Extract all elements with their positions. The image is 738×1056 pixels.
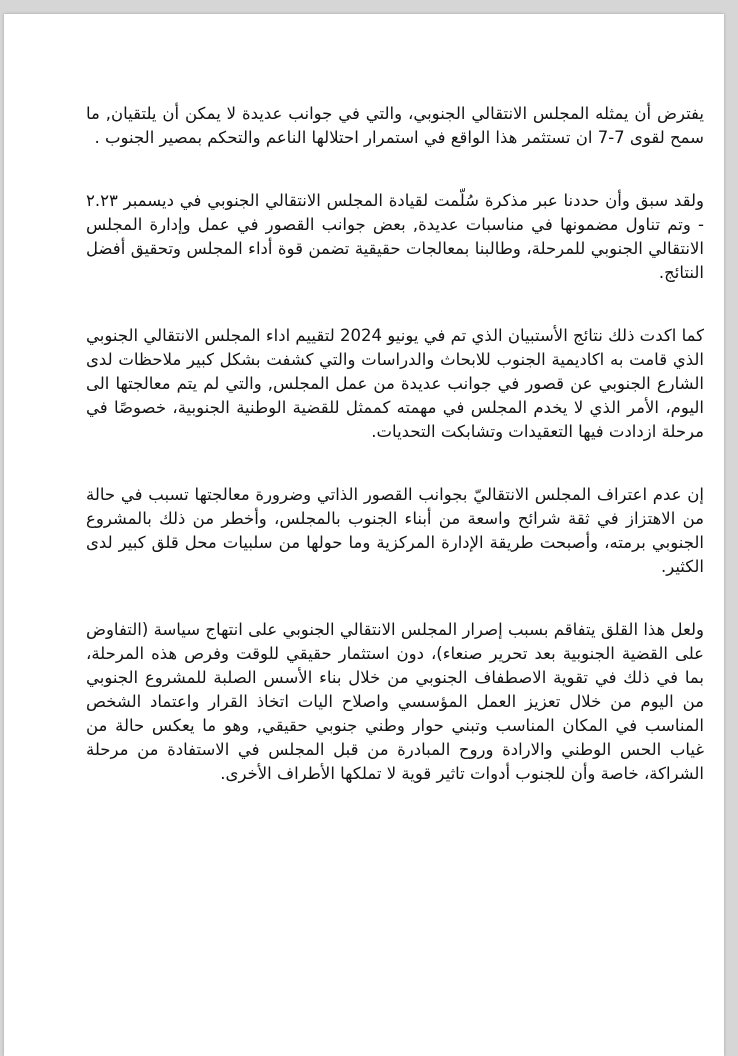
paragraph-5: ولعل هذا القلق يتفاقم بسبب إصرار المجلس الانتقالي الجنوبي على انتهاج سياسة (التفاوض على القضية الجنوبية بعد تحرير صنعاء)، دون استثمار حقيقي للوقت وفرص هذه المرحلة، بما في ذلك في تقوية الاصطفاف الجنوبي من خلال بناء الأسس الصلبة للمشروع الجنوبي من اليوم من خلال تعزيز العمل المؤسسي واصلاح اليات اتخاذ القرار واعتماد الشخص المناسب في المكان المناسب وتبني حوار وطني جنوبي حقيقي, وهو ما يعكس حالة من غياب الحس الوطني والارادة وروح المبادرة من قبل المجلس في الاستفادة من مرحلة الشراكة، خاصة وأن للجنوب أدوات تاثير قوية لا تملكها الأطراف الأخرى. (86, 620, 704, 783)
paragraph-2: ولقد سبق وأن حددنا عبر مذكرة سُلّمت لقيادة المجلس الانتقالي الجنوبي في ديسمبر ٢.٢٣ - وتم تناول مضمونها في مناسبات عديدة, بعض جوانب القصور في عمل وإدارة المجلس الانتقالي الجنوبي للمرحلة، وطالبنا بمعالجات حقيقية تضمن قوة أداء المجلس وتحقيق أفضل النتائج. (86, 191, 704, 282)
document-page (4, 14, 724, 1056)
paragraph-3: كما اكدت ذلك نتائج الأستبيان الذي تم في يونيو 2024 لتقييم اداء المجلس الانتقالي الجنوبي الذي قامت به اكاديمية الجنوب للابحاث والدراسات والتي كشفت بشكل كبير ملاحظات لدى الشارع الجنوبي عن قصور في جوانب عديدة من عمل المجلس, والتي لم يتم معالجتها الى اليوم، الأمر الذي لا يخدم المجلس في مهمته كممثل للقضية الوطنية الجنوبية، خصوصًا في مرحلة ازدادت فيها التعقيدات وتشابكت التحديات. (86, 326, 704, 441)
document-body (86, 102, 704, 825)
paragraph-4: إن عدم اعتراف المجلس الانتقاليّ بجوانب القصور الذاتي وضرورة معالجتها تسبب في حالة من الاهتزاز في ثقة شرائح واسعة من أبناء الجنوب بالمجلس، وأخطر من ذلك بالمشروع الجنوبي برمته، وأصبحت طريقة الإدارة المركزية وما حولها من سلبيات محل قلق كبير لدى الكثير. (86, 485, 704, 576)
paragraph-1: يفترض أن يمثله المجلس الانتقالي الجنوبي، والتي في جوانب عديدة لا يمكن أن يلتقيان, ما سمح لقوى 7-7 ان تستثمر هذا الواقع في استمرار احتلالها الناعم والتحكم بمصير الجنوب . (86, 104, 704, 147)
